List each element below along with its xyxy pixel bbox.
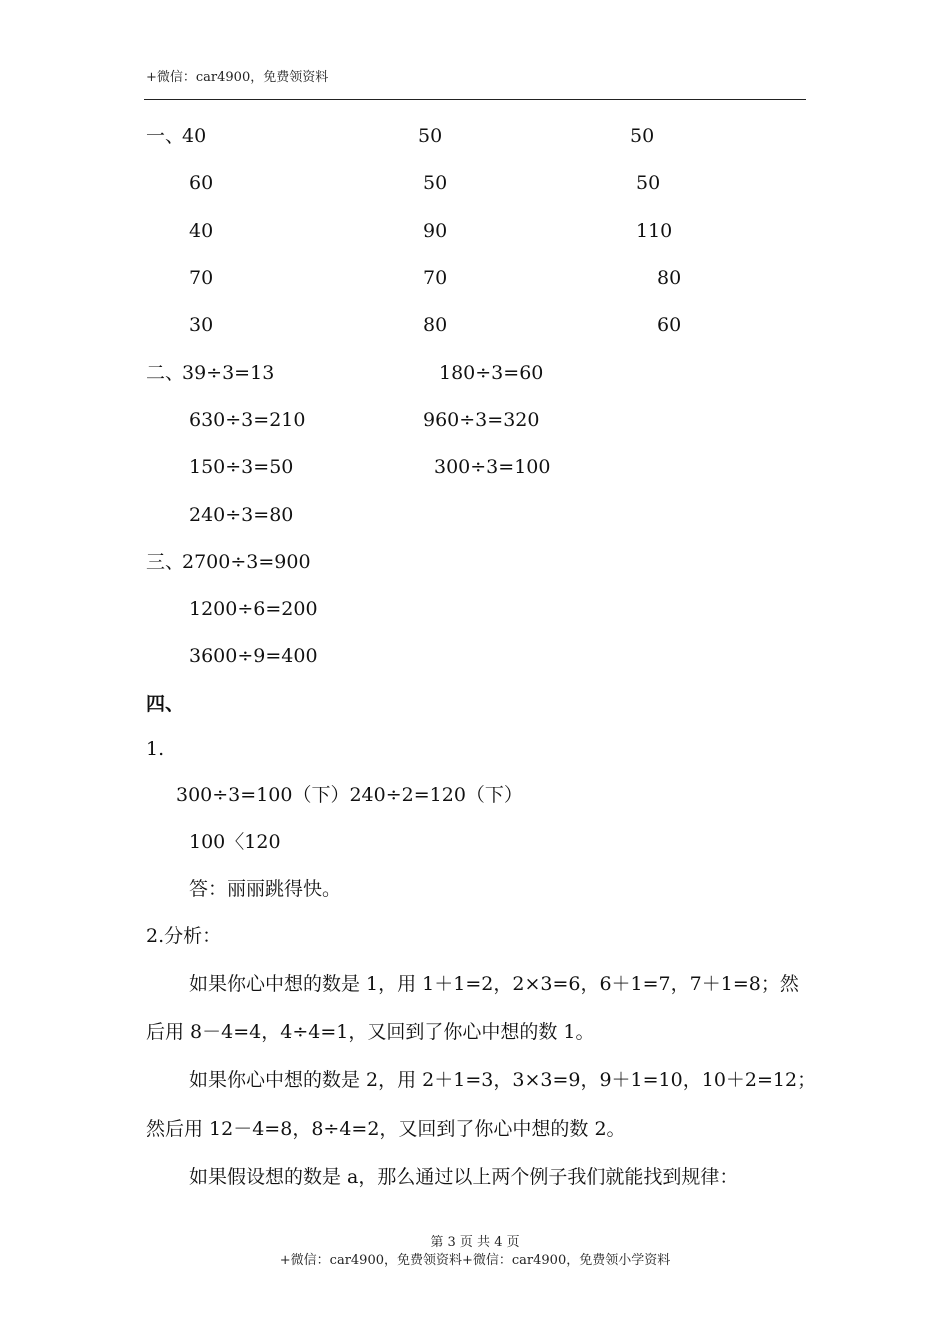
s3-item-3: 3600÷9=400: [189, 645, 318, 667]
s1-r2-c3: 50: [636, 172, 661, 194]
section-2-label: 二、: [146, 362, 185, 384]
s1-r1-c3: 50: [630, 125, 655, 147]
q2-paragraph-3-line-1: 如果假设想的数是 a，那么通过以上两个例子我们就能找到规律：: [189, 1166, 739, 1188]
q1-line-2: 100〈120: [189, 831, 281, 853]
q2-paragraph-2-line-1: 如果你心中想的数是 2，用 2＋1=3，3×3=9，9＋1=10，10＋2=12；: [189, 1069, 817, 1091]
s2-item-2: 180÷3=60: [439, 362, 544, 384]
s1-r2-c2: 50: [423, 172, 448, 194]
q2-paragraph-1-line-2: 后用 8－4=4，4÷4=1，又回到了你心中想的数 1。: [146, 1021, 595, 1043]
section-1-label: 一、: [146, 125, 185, 147]
page-footer: +微信：car4900，免费领资料+微信：car4900，免费领小学资料: [279, 1253, 671, 1268]
page-number: 第 3 页 共 4 页: [430, 1235, 520, 1250]
s1-r5-c3: 60: [657, 314, 682, 336]
q1-answer: 答：丽丽跳得快。: [189, 878, 342, 900]
section-4-label: 四、: [146, 693, 185, 715]
s1-r4-c2: 70: [423, 267, 448, 289]
section-3-label: 三、: [146, 551, 185, 573]
header-rule: [144, 99, 806, 100]
q2-paragraph-2-line-2: 然后用 12－4=8，8÷4=2，又回到了你心中想的数 2。: [146, 1118, 626, 1140]
s1-r1-c1: 40: [182, 125, 207, 147]
s1-r2-c1: 60: [189, 172, 214, 194]
s1-r3-c2: 90: [423, 220, 448, 242]
s2-item-4: 960÷3=320: [423, 409, 540, 431]
q1-number: 1.: [146, 738, 165, 760]
s1-r5-c2: 80: [423, 314, 448, 336]
q2-paragraph-1-line-1: 如果你心中想的数是 1，用 1＋1=2，2×3=6，6＋1=7，7＋1=8；然: [189, 973, 799, 995]
s3-item-1: 2700÷3=900: [182, 551, 311, 573]
s3-item-2: 1200÷6=200: [189, 598, 318, 620]
s2-item-7: 240÷3=80: [189, 504, 294, 526]
q1-line-1: 300÷3=100（下）240÷2=120（下）: [176, 784, 523, 806]
s1-r1-c2: 50: [418, 125, 443, 147]
s1-r4-c3: 80: [657, 267, 682, 289]
s2-item-6: 300÷3=100: [434, 456, 551, 478]
page-header: +微信：car4900，免费领资料: [146, 70, 329, 85]
s2-item-3: 630÷3=210: [189, 409, 306, 431]
q2-title: 2.分析：: [146, 925, 222, 947]
s2-item-5: 150÷3=50: [189, 456, 294, 478]
s2-item-1: 39÷3=13: [182, 362, 275, 384]
s1-r3-c1: 40: [189, 220, 214, 242]
s1-r3-c3: 110: [636, 220, 673, 242]
s1-r4-c1: 70: [189, 267, 214, 289]
s1-r5-c1: 30: [189, 314, 214, 336]
